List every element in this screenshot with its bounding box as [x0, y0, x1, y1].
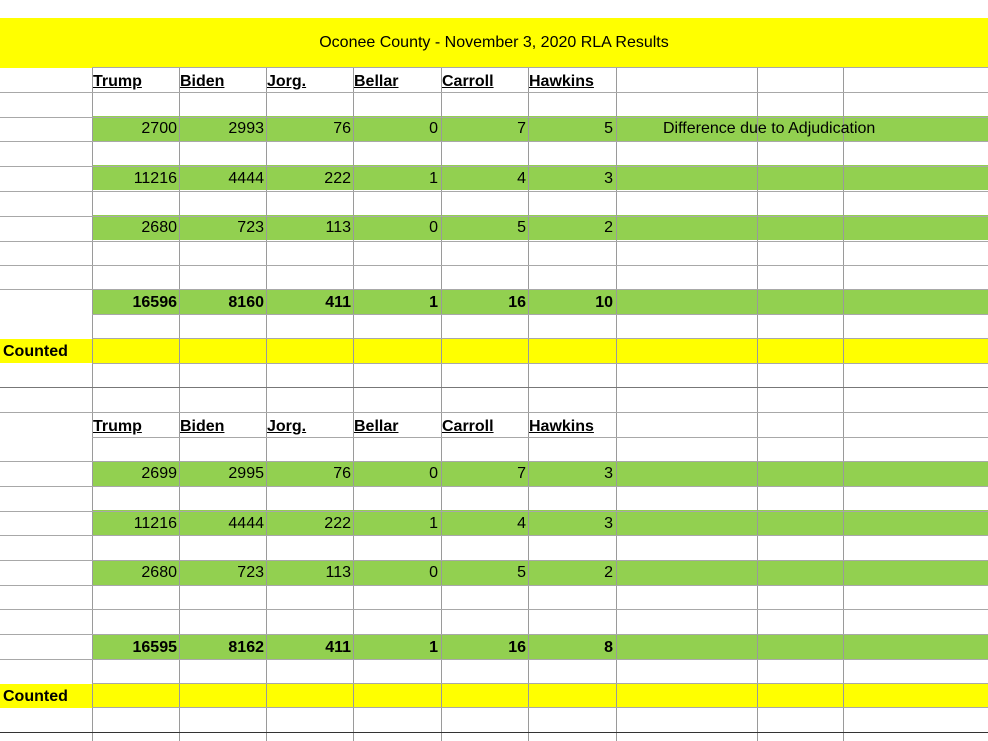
- vote-count-cell: 2680: [141, 219, 177, 236]
- column-header-bellar: Bellar: [354, 73, 399, 90]
- grid-row-line: [92, 707, 988, 708]
- vote-count-cell: 113: [325, 219, 351, 236]
- grid-row-line: [0, 535, 92, 536]
- total-cell: 16596: [132, 294, 177, 311]
- counted-label: Counted: [3, 343, 68, 360]
- grid-row-line: [0, 412, 92, 413]
- row-note: Difference due to Adjudication: [663, 120, 876, 137]
- grid-row-line: [0, 191, 92, 192]
- yellow-counted-band: [0, 339, 988, 363]
- vote-count-cell: 4: [517, 514, 526, 532]
- grid-row-line: [0, 609, 92, 610]
- vote-count-cell: 2699: [141, 465, 177, 482]
- vote-count-cell: 2993: [228, 120, 264, 137]
- grid-row-line: [92, 535, 988, 536]
- vote-count-cell: 5: [604, 120, 613, 137]
- vote-count-cell: 2: [604, 564, 613, 581]
- grid-row-line: [92, 363, 988, 364]
- vote-count-cell: 4444: [228, 169, 264, 187]
- column-header-biden: Biden: [180, 418, 225, 435]
- grid-row-line: [92, 289, 988, 290]
- total-cell: 8160: [228, 294, 264, 311]
- vote-count-cell: 0: [429, 465, 438, 482]
- grid-row-line: [0, 486, 92, 487]
- total-cell: 1: [429, 639, 438, 656]
- vote-count-cell: 2995: [228, 465, 264, 482]
- grid-column-line: [843, 67, 844, 741]
- grid-row-line: [92, 585, 988, 586]
- grid-row-line: [92, 560, 988, 561]
- grid-row-line: [92, 437, 988, 438]
- grid-column-line: [616, 67, 617, 741]
- grid-row-line: [0, 461, 92, 462]
- vote-count-cell: 2700: [141, 120, 177, 137]
- total-cell: 16: [508, 294, 526, 311]
- column-header-jorg: Jorg.: [267, 418, 307, 435]
- grid-row-line: [0, 560, 92, 561]
- grid-row-line: [92, 191, 988, 192]
- total-cell: 10: [595, 294, 613, 311]
- vote-count-cell: 5: [517, 564, 526, 581]
- sheet-title: Oconee County - November 3, 2020 RLA Results: [0, 18, 988, 68]
- total-cell: 1: [429, 294, 438, 311]
- vote-count-cell: 0: [429, 219, 438, 236]
- grid-row-line: [92, 67, 988, 68]
- grid-row-line: [0, 289, 92, 290]
- total-cell: 8: [604, 639, 613, 656]
- vote-count-cell: 4: [517, 169, 526, 187]
- vote-count-cell: 2680: [141, 564, 177, 581]
- grid-row-line: [92, 92, 988, 93]
- vote-count-cell: 222: [324, 514, 351, 532]
- yellow-counted-band: [0, 684, 988, 708]
- vote-count-cell: 1: [429, 169, 438, 187]
- vote-count-cell: 1: [429, 514, 438, 532]
- vote-count-cell: 113: [325, 564, 351, 581]
- vote-count-cell: 723: [237, 219, 264, 236]
- total-cell: 8162: [228, 639, 264, 656]
- grid-row-line: [92, 609, 988, 610]
- grid-row-line: [92, 117, 988, 118]
- grid-row-line: [0, 387, 988, 388]
- grid-row-line: [0, 634, 92, 635]
- grid-row-line: [92, 486, 988, 487]
- column-header-carroll: Carroll: [442, 418, 494, 435]
- vote-count-cell: 0: [429, 564, 438, 581]
- total-cell: 411: [325, 639, 351, 656]
- vote-count-cell: 2: [604, 219, 613, 236]
- grid-row-line: [92, 265, 988, 266]
- grid-row-line: [92, 141, 988, 142]
- grid-row-line: [0, 166, 92, 167]
- grid-column-line: [757, 67, 758, 741]
- grid-row-line: [0, 732, 988, 733]
- column-header-hawkins: Hawkins: [529, 418, 594, 435]
- grid-row-line: [92, 634, 988, 635]
- column-header-trump: Trump: [93, 73, 142, 90]
- column-header-hawkins: Hawkins: [529, 73, 594, 90]
- total-cell: 16: [508, 639, 526, 656]
- vote-count-cell: 3: [604, 169, 613, 187]
- vote-count-cell: 3: [604, 514, 613, 532]
- column-header-carroll: Carroll: [442, 73, 494, 90]
- vote-count-cell: 76: [333, 465, 351, 482]
- column-header-bellar: Bellar: [354, 418, 399, 435]
- grid-row-line: [92, 659, 988, 660]
- vote-count-cell: 4444: [228, 514, 264, 532]
- grid-row-line: [92, 314, 988, 315]
- counted-label: Counted: [3, 688, 68, 705]
- vote-count-cell: 7: [517, 465, 526, 482]
- vote-count-cell: 0: [429, 120, 438, 137]
- vote-count-cell: 222: [324, 169, 351, 187]
- grid-row-line: [0, 117, 92, 118]
- grid-row-line: [92, 241, 988, 242]
- column-header-jorg: Jorg.: [267, 73, 307, 90]
- grid-row-line: [92, 216, 988, 217]
- column-header-biden: Biden: [180, 73, 225, 90]
- grid-row-line: [92, 338, 988, 339]
- grid-row-line: [0, 141, 92, 142]
- grid-row-line: [0, 585, 92, 586]
- grid-row-line: [92, 412, 988, 413]
- vote-count-cell: 76: [333, 120, 351, 137]
- vote-count-cell: 5: [517, 219, 526, 236]
- grid-row-line: [92, 511, 988, 512]
- grid-row-line: [0, 265, 92, 266]
- vote-count-cell: 7: [517, 120, 526, 137]
- column-header-trump: Trump: [93, 418, 142, 435]
- grid-row-line: [0, 241, 92, 242]
- grid-row-line: [92, 683, 988, 684]
- total-cell: 411: [325, 294, 351, 311]
- vote-count-cell: 11216: [133, 514, 177, 532]
- vote-count-cell: 11216: [133, 169, 177, 187]
- grid-row-line: [0, 216, 92, 217]
- vote-count-cell: 723: [237, 564, 264, 581]
- total-cell: 16595: [132, 639, 177, 656]
- vote-count-cell: 3: [604, 465, 613, 482]
- grid-row-line: [92, 461, 988, 462]
- grid-row-line: [0, 92, 92, 93]
- grid-row-line: [0, 511, 92, 512]
- grid-row-line: [92, 166, 988, 167]
- grid-row-line: [0, 659, 92, 660]
